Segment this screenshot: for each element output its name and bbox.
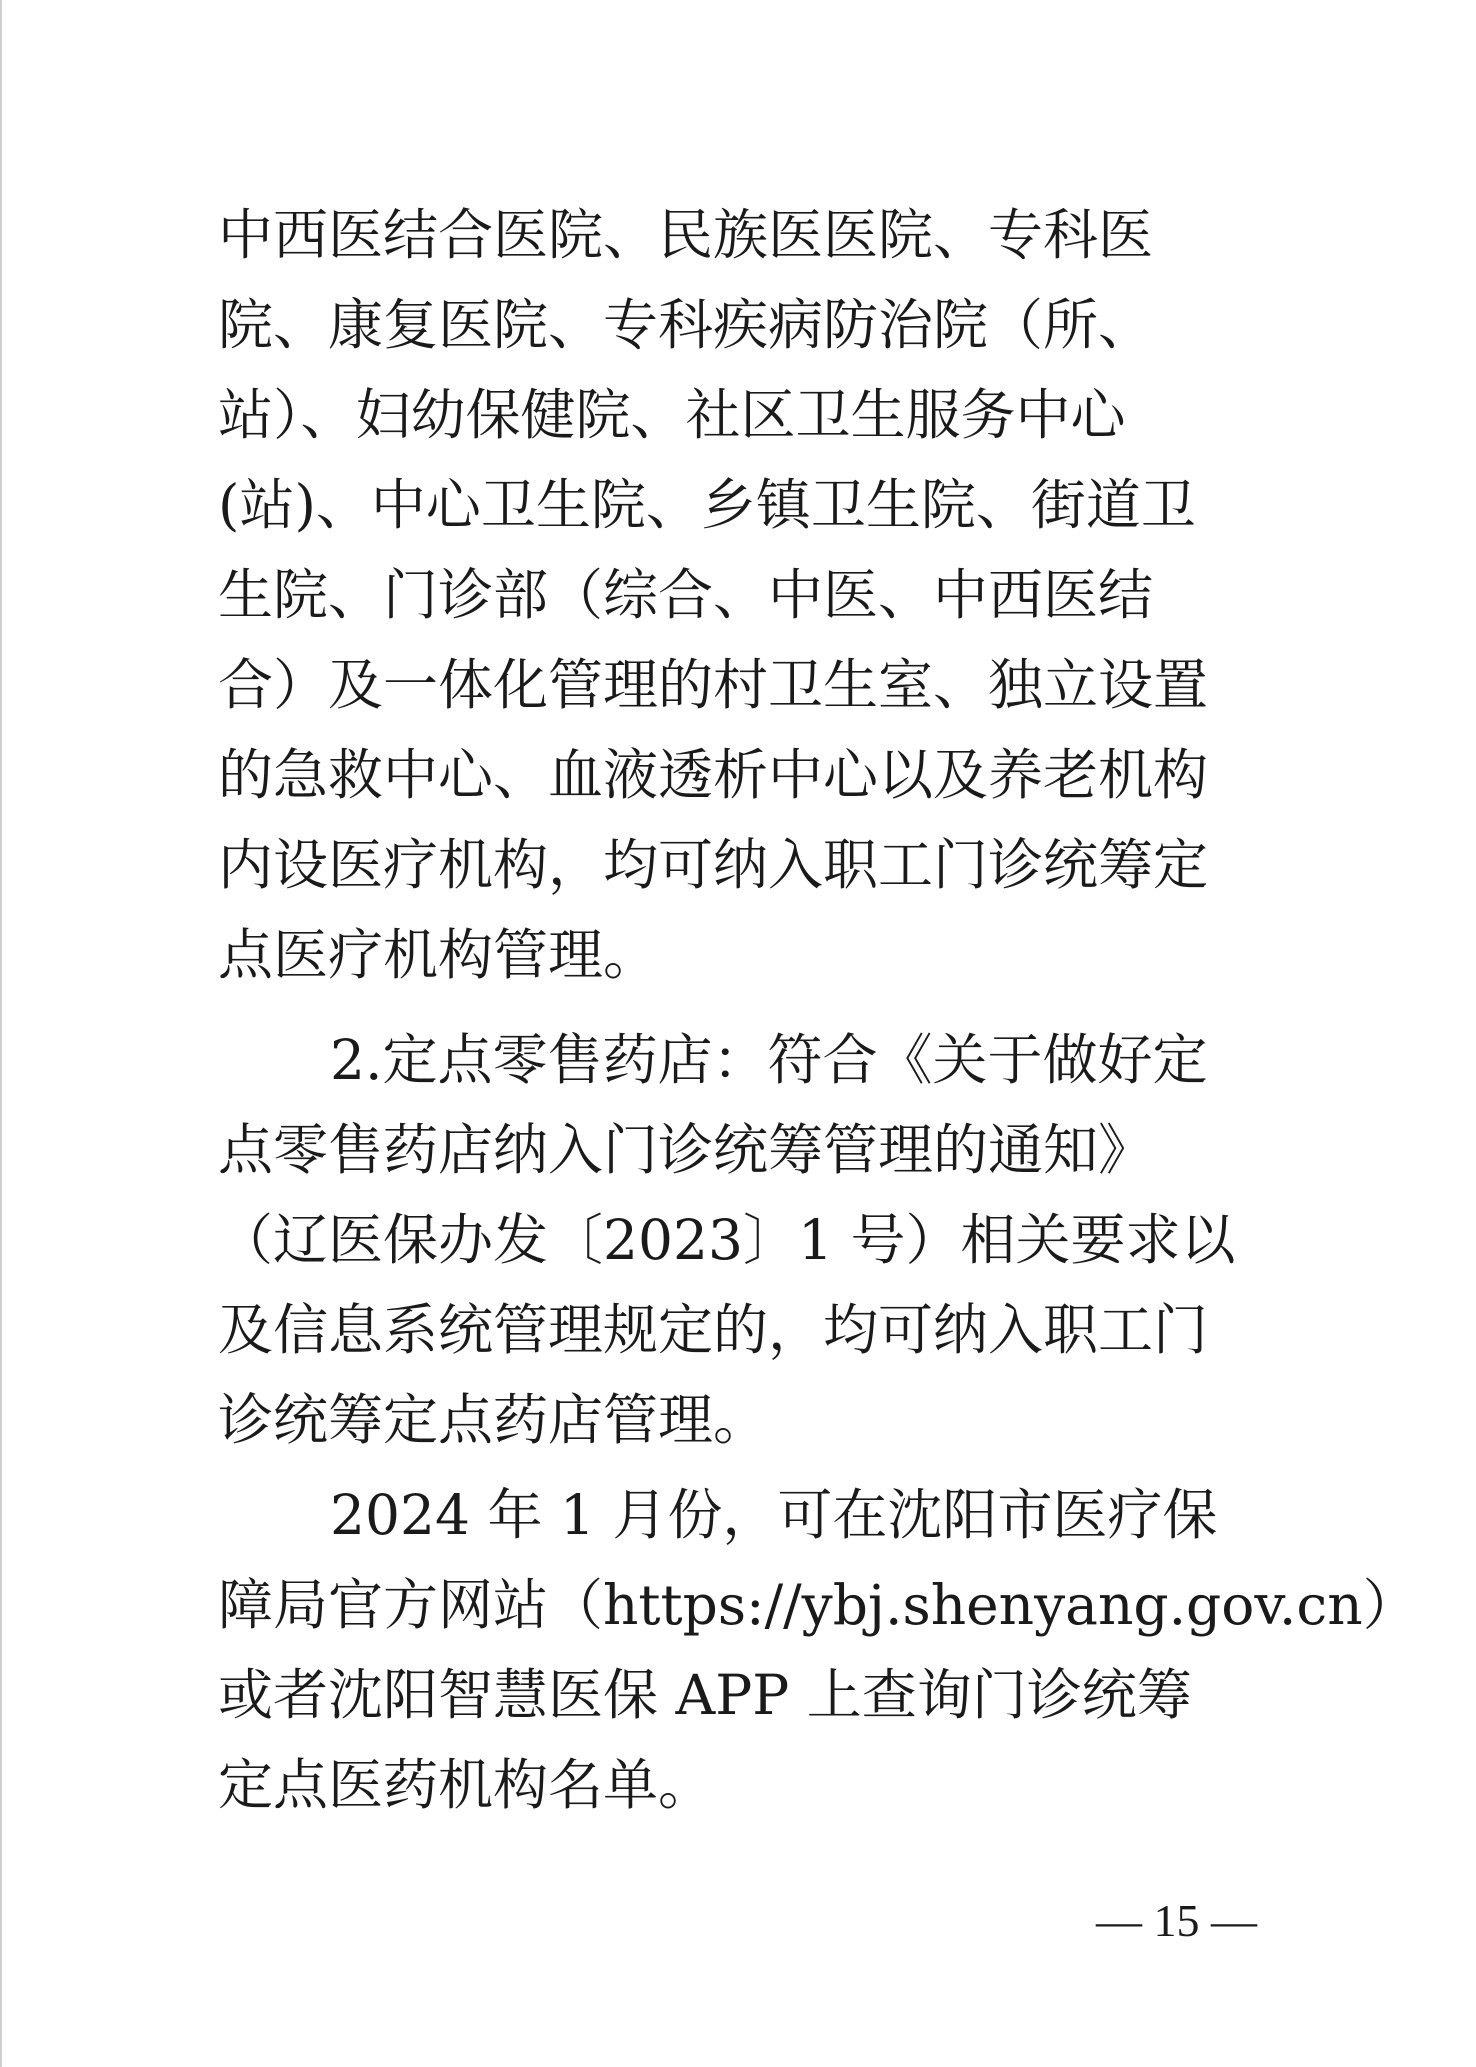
text-line: 点医疗机构管理。 <box>218 923 659 987</box>
text-line: 合）及一体化管理的村卫生室、独立设置 <box>218 653 1209 717</box>
text-line: 的急救中心、血液透析中心以及养老机构 <box>218 743 1209 807</box>
text-line: 院、康复医院、专科疾病防治院（所、 <box>218 293 1154 357</box>
text-line: （辽医保办发〔2023〕1 号）相关要求以 <box>218 1208 1236 1272</box>
paragraph-start-line: 2.定点零售药店：符合《关于做好定 <box>330 1028 1208 1092</box>
text-line: 或者沈阳智慧医保 APP 上查询门诊统筹 <box>218 1663 1192 1727</box>
text-line: (站)、中心卫生院、乡镇卫生院、街道卫 <box>218 473 1196 537</box>
page-number: — 15 — <box>1096 1895 1257 1946</box>
text-line: 中西医结合医院、民族医医院、专科医 <box>218 203 1154 267</box>
text-line: 站）、妇幼保健院、社区卫生服务中心 <box>218 383 1126 447</box>
text-line: 生院、门诊部（综合、中医、中西医结 <box>218 563 1154 627</box>
text-line: 障局官方网站（https://ybj.shenyang.gov.cn） <box>218 1573 1418 1637</box>
text-line: 点零售药店纳入门诊统筹管理的通知》 <box>218 1118 1154 1182</box>
text-line: 内设医疗机构，均可纳入职工门诊统筹定 <box>218 833 1209 897</box>
text-line: 诊统筹定点药店管理。 <box>218 1388 769 1452</box>
text-line: 定点医药机构名单。 <box>218 1753 714 1817</box>
text-line: 及信息系统管理规定的，均可纳入职工门 <box>218 1298 1209 1362</box>
paragraph-start-line: 2024 年 1 月份，可在沈阳市医疗保 <box>330 1483 1218 1547</box>
